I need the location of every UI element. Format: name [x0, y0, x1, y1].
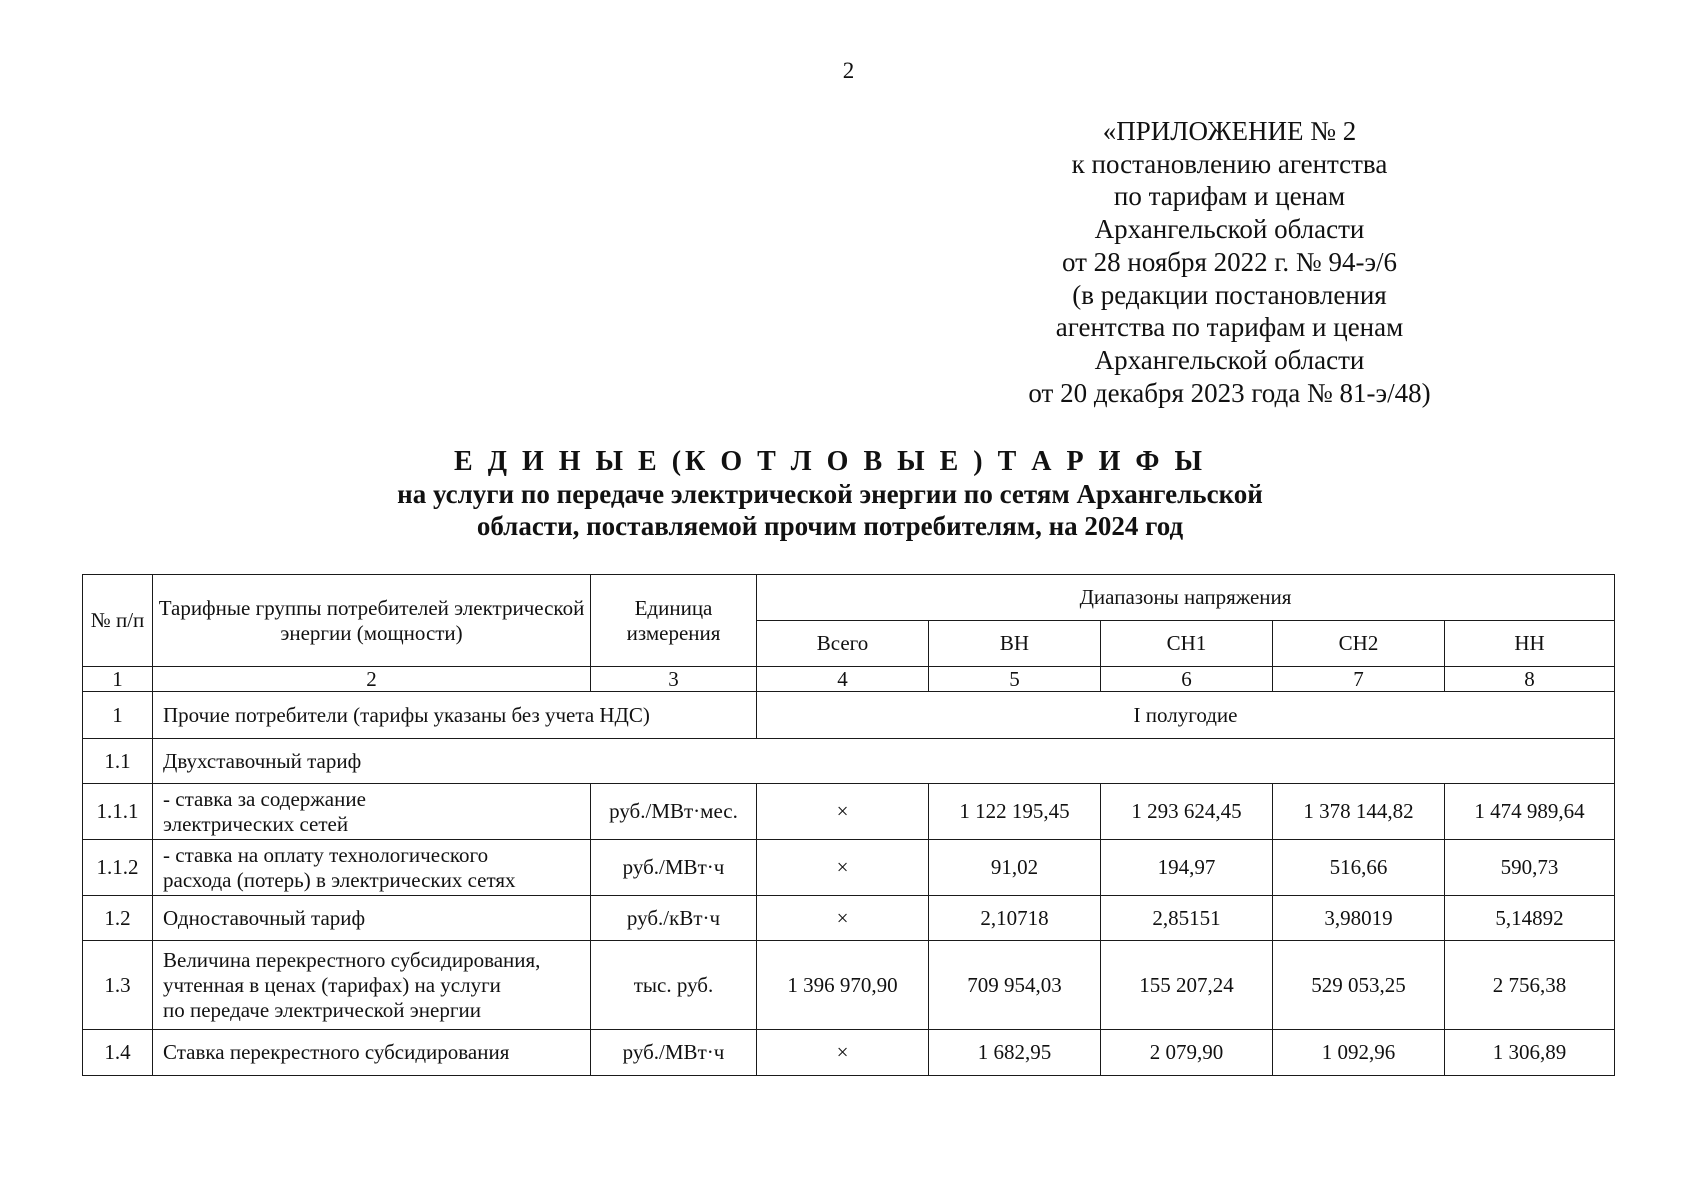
appendix-line: агентства по тарифам и ценам	[1055, 312, 1404, 343]
cell-total: 1 396 970,90	[757, 941, 929, 1030]
table-row	[83, 1030, 1615, 1076]
row-label-line: Ставка перекрестного субсидирования	[163, 1040, 510, 1064]
row-number: 1.1.1	[83, 784, 153, 840]
row-label	[153, 1030, 591, 1076]
header-total: Всего	[757, 621, 929, 667]
title-main: Е Д И Н Ы Е (К О Т Л О В Ы Е ) Т А Р И Ф Ы	[454, 446, 1206, 477]
cell-total: ×	[757, 1030, 929, 1076]
row-label-line: Одноставочный тариф	[163, 905, 366, 930]
cell-nn: 5,14892	[1445, 896, 1615, 941]
row-label	[153, 941, 591, 1030]
cell-sn1: 1 293 624,45	[1101, 784, 1273, 840]
cell-nn: 2 756,38	[1445, 941, 1615, 1030]
table-row	[83, 896, 1615, 941]
column-number: 8	[1445, 667, 1615, 692]
cell-total: ×	[757, 840, 929, 896]
appendix-line: Архангельской области	[1094, 214, 1365, 245]
row-unit: тыс. руб.	[591, 941, 757, 1030]
column-number: 4	[757, 667, 929, 692]
column-number: 7	[1273, 667, 1445, 692]
cell-sn1: 155 207,24	[1101, 941, 1273, 1030]
appendix-line: (в редакции постановления	[1072, 279, 1387, 310]
row-number: 1.4	[83, 1030, 153, 1076]
row-unit: руб./МВт·ч	[591, 1030, 757, 1076]
cell-nn: 590,73	[1445, 840, 1615, 896]
cell-sn1: 194,97	[1101, 840, 1273, 896]
cell-sn1: 2,85151	[1101, 896, 1273, 941]
title-subtitle-line: области, поставляемой прочим потребителям, на 2024 год	[476, 511, 1184, 541]
row-label-line: Величина перекрестного субсидирования,	[163, 947, 541, 972]
cell-vn: 1 122 195,45	[929, 784, 1101, 840]
column-number: 1	[83, 667, 153, 692]
column-number-row	[83, 667, 1615, 692]
appendix-line: по тарифам и ценам	[1113, 181, 1346, 212]
header-consumer-groups: Тарифные группы потребителей электрической энергии (мощности)	[153, 575, 591, 667]
subsection-row	[83, 739, 1615, 784]
row-unit: руб./МВт·ч	[591, 840, 757, 896]
subsection-label: Двухставочный тариф	[153, 739, 1615, 784]
row-label	[153, 840, 591, 896]
row-label-line: расхода (потерь) в электрических сетях	[163, 867, 516, 892]
row-label	[153, 896, 591, 941]
header-sn1: СН1	[1101, 621, 1273, 667]
cell-vn: 709 954,03	[929, 941, 1101, 1030]
cell-nn: 1 474 989,64	[1445, 784, 1615, 840]
row-label-line: по передаче электрической энергии	[163, 997, 481, 1022]
cell-nn: 1 306,89	[1445, 1030, 1615, 1076]
appendix-line: от 20 декабря 2023 года № 81-э/48)	[1028, 377, 1431, 408]
row-label-line: - ставка на оплату технологического	[163, 842, 489, 867]
header-nn: НН	[1445, 621, 1615, 667]
tariff-table	[82, 574, 1615, 1076]
cell-sn2: 529 053,25	[1273, 941, 1445, 1030]
header-vn: ВН	[929, 621, 1101, 667]
section-label: Прочие потребители (тарифы указаны без учета НДС)	[153, 692, 757, 739]
cell-sn2: 1 092,96	[1273, 1030, 1445, 1076]
header-sn2: СН2	[1273, 621, 1445, 667]
appendix-heading	[1002, 115, 1457, 409]
cell-total: ×	[757, 896, 929, 941]
table-row	[83, 941, 1615, 1030]
title-subtitle-line: на услуги по передаче электрической энергии по сетям Архангельской	[397, 479, 1263, 509]
row-number: 1.1	[83, 739, 153, 784]
cell-sn2: 1 378 144,82	[1273, 784, 1445, 840]
appendix-line: Архангельской области	[1094, 344, 1365, 375]
header-voltage-ranges: Диапазоны напряжения	[757, 575, 1615, 621]
row-number: 1	[83, 692, 153, 739]
cell-vn: 2,10718	[929, 896, 1101, 941]
section-period: I полугодие	[757, 692, 1615, 739]
row-number: 1.1.2	[83, 840, 153, 896]
column-number: 5	[929, 667, 1101, 692]
appendix-line: «ПРИЛОЖЕНИЕ № 2	[1102, 116, 1357, 146]
row-number: 1.3	[83, 941, 153, 1030]
row-label-line: учтенная в ценах (тарифах) на услуги	[163, 972, 501, 997]
table-header-row	[83, 575, 1615, 621]
cell-sn2: 516,66	[1273, 840, 1445, 896]
section-row	[83, 692, 1615, 739]
table-row	[83, 784, 1615, 840]
row-unit: руб./МВт·мес.	[591, 784, 757, 840]
cell-sn1: 2 079,90	[1101, 1030, 1273, 1076]
page-number: 2	[842, 58, 855, 83]
cell-total: ×	[757, 784, 929, 840]
row-number: 1.2	[83, 896, 153, 941]
appendix-line: от 28 ноября 2022 г. № 94-э/6	[1061, 246, 1398, 277]
column-number: 2	[153, 667, 591, 692]
row-unit: руб./кВт·ч	[591, 896, 757, 941]
table-row	[83, 840, 1615, 896]
header-number: № п/п	[83, 575, 153, 667]
header-unit: Единица измерения	[591, 575, 757, 667]
row-label-line: - ставка за содержание	[163, 786, 366, 811]
row-label	[153, 784, 591, 840]
cell-sn2: 3,98019	[1273, 896, 1445, 941]
column-number: 3	[591, 667, 757, 692]
row-label-line: электрических сетей	[163, 811, 349, 836]
appendix-line: к постановлению агентства	[1071, 148, 1388, 179]
document-title	[250, 446, 1410, 542]
column-number: 6	[1101, 667, 1273, 692]
cell-vn: 1 682,95	[929, 1030, 1101, 1076]
cell-vn: 91,02	[929, 840, 1101, 896]
